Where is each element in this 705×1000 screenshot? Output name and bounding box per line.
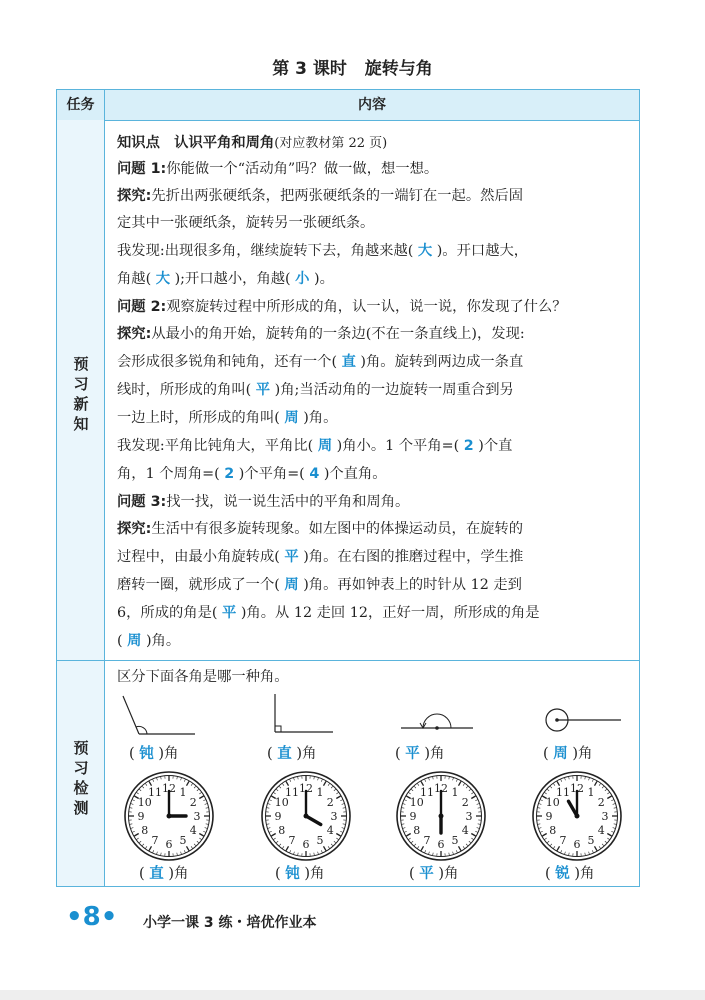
clock-tick bbox=[614, 808, 616, 809]
clock-tick bbox=[131, 828, 133, 829]
clock-tick bbox=[294, 778, 295, 780]
clock-tick bbox=[343, 824, 345, 825]
clock-tick bbox=[414, 786, 416, 788]
clock-tick bbox=[466, 786, 468, 788]
clock-tick bbox=[565, 778, 566, 780]
clock-number: 7 bbox=[559, 834, 567, 848]
clock-tick bbox=[203, 831, 205, 832]
clock-tick bbox=[589, 852, 590, 854]
clock-number: 9 bbox=[137, 810, 145, 823]
clock-number: 7 bbox=[423, 834, 431, 848]
table-header bbox=[57, 90, 639, 121]
clock-tick bbox=[550, 786, 552, 788]
clock-tick bbox=[199, 796, 203, 799]
test-prompt: 区分下面各角是哪一种角。 bbox=[117, 669, 289, 685]
clock-number: 10 bbox=[137, 796, 152, 809]
clock-number: 11 bbox=[285, 785, 299, 799]
clock-tick bbox=[547, 841, 549, 843]
clock-tick bbox=[157, 852, 158, 854]
clock-tick bbox=[187, 846, 190, 850]
clock-tick bbox=[595, 846, 598, 850]
clock-tick bbox=[433, 777, 434, 779]
clock-tick bbox=[611, 831, 613, 832]
clock-number: 3 bbox=[601, 810, 609, 823]
clock-tick bbox=[203, 800, 205, 801]
full-angle-icon bbox=[535, 690, 625, 738]
clock-tick bbox=[276, 789, 278, 791]
explore-2-line-a: 探究:从最小的角开始，旋转角的一条边(不在一条直线上)，发现: bbox=[117, 326, 525, 342]
clock-tick bbox=[453, 852, 454, 854]
clock-tick bbox=[589, 778, 590, 780]
explore-1-line-b: 定其中一张硬纸条，旋转另一张硬纸条。 bbox=[117, 215, 375, 231]
clock-tick bbox=[318, 778, 319, 780]
clock-center bbox=[304, 814, 309, 819]
lesson-number: 第 3 课时 bbox=[272, 59, 347, 79]
clock-tick bbox=[471, 834, 475, 837]
header-task: 任务 bbox=[57, 90, 105, 120]
clock-tick bbox=[268, 804, 270, 805]
clock-tick bbox=[340, 800, 342, 801]
clock-tick bbox=[477, 804, 479, 805]
clock-tick bbox=[267, 824, 269, 825]
clock-tick bbox=[538, 824, 540, 825]
clock-number: 9 bbox=[409, 810, 417, 823]
clock-tick bbox=[206, 824, 208, 825]
clock-number: 1 bbox=[179, 785, 187, 799]
clock-answer-2: ( 钝 )角 bbox=[275, 866, 325, 882]
clock-number: 12 bbox=[162, 782, 176, 795]
clock-number: 7 bbox=[151, 834, 159, 848]
clock-tick bbox=[540, 800, 542, 801]
clock-tick bbox=[276, 841, 278, 843]
clock-center bbox=[167, 814, 172, 819]
clock-tick bbox=[142, 844, 144, 846]
clock-tick bbox=[267, 808, 269, 809]
clock-center bbox=[575, 814, 580, 819]
clock-number: 12 bbox=[434, 782, 448, 795]
clock-tick bbox=[585, 853, 586, 855]
clock-tick bbox=[336, 838, 338, 839]
clock-number: 5 bbox=[179, 834, 187, 848]
clock-tick bbox=[602, 786, 604, 788]
clock-answer-1: ( 直 )角 bbox=[139, 866, 189, 882]
clock-tick bbox=[607, 838, 609, 839]
clock-tick bbox=[130, 808, 132, 809]
clock-number: 2 bbox=[326, 796, 334, 809]
clock-tick bbox=[478, 824, 480, 825]
clock-tick bbox=[321, 850, 322, 852]
clock-tick bbox=[417, 784, 418, 786]
clock-tick bbox=[153, 779, 154, 781]
clock-tick bbox=[459, 781, 462, 785]
straight-angle-icon bbox=[397, 690, 477, 738]
clock-tick bbox=[449, 777, 450, 779]
clock-tick bbox=[194, 844, 196, 846]
clock-tick bbox=[132, 800, 134, 801]
clock-tick bbox=[342, 828, 344, 829]
clock-tick bbox=[134, 834, 138, 837]
clock-number: 10 bbox=[409, 796, 424, 809]
clock-number: 5 bbox=[316, 834, 324, 848]
clock-tick bbox=[145, 846, 146, 848]
clock-tick bbox=[565, 852, 566, 854]
clock-tick bbox=[131, 804, 133, 805]
clock-tick bbox=[328, 846, 329, 848]
clock-tick bbox=[561, 850, 562, 852]
explore-1-line-a: 探究:先折出两张硬纸条，把两张硬纸条的一端钉在一起。然后固 bbox=[117, 188, 524, 204]
clock-face-3 bbox=[395, 770, 487, 862]
clock-tick bbox=[328, 784, 329, 786]
clock-tick bbox=[449, 853, 450, 855]
clock-tick bbox=[145, 784, 146, 786]
clock-tick bbox=[274, 838, 276, 839]
clock-tick bbox=[181, 852, 182, 854]
clock-tick bbox=[331, 786, 333, 788]
clock-tick bbox=[334, 789, 336, 791]
obtuse-angle-icon bbox=[119, 690, 199, 738]
clock-tick bbox=[271, 834, 275, 837]
hour-hand bbox=[569, 801, 578, 816]
clock-tick bbox=[561, 779, 562, 781]
page-number: •8• bbox=[66, 902, 118, 932]
clock-tick bbox=[137, 792, 139, 793]
clock-tick bbox=[142, 786, 144, 788]
finding-1-line-b: 角越( 大 );开口越小，角越( 小 )。 bbox=[117, 271, 334, 287]
clock-tick bbox=[429, 852, 430, 854]
clock-number: 5 bbox=[451, 834, 459, 848]
clock-tick bbox=[314, 853, 315, 855]
lesson-topic: 旋转与角 bbox=[364, 59, 433, 79]
clock-tick bbox=[417, 846, 418, 848]
clock-tick bbox=[463, 846, 464, 848]
clock-tick bbox=[539, 828, 541, 829]
clock-face-4 bbox=[531, 770, 623, 862]
clock-tick bbox=[199, 834, 203, 837]
question-2: 问题 2:观察旋转过程中所形成的角，认一认，说一说，你发现了什么？ bbox=[117, 299, 567, 315]
clock-tick bbox=[139, 789, 141, 791]
section1-label: 预 习 新 知 bbox=[73, 355, 89, 433]
clock-tick bbox=[433, 853, 434, 855]
clock-tick bbox=[605, 841, 607, 843]
clock-tick bbox=[334, 841, 336, 843]
clock-tick bbox=[406, 834, 410, 837]
clock-tick bbox=[542, 834, 546, 837]
clock-tick bbox=[475, 831, 477, 832]
clock-tick bbox=[547, 789, 549, 791]
clock-tick bbox=[466, 844, 468, 846]
clock-tick bbox=[402, 824, 404, 825]
clock-number: 1 bbox=[316, 785, 324, 799]
clock-tick bbox=[290, 779, 291, 781]
clock-tick bbox=[139, 841, 141, 843]
clock-tick bbox=[206, 808, 208, 809]
clock-number: 4 bbox=[326, 824, 334, 837]
question-1: 问题 1:你能做一个“活动角”吗？做一做，想一想。 bbox=[117, 161, 439, 177]
clock-tick bbox=[269, 831, 271, 832]
clock-number: 9 bbox=[545, 810, 553, 823]
clock-number: 4 bbox=[461, 824, 469, 837]
right-angle-icon bbox=[267, 690, 337, 738]
page-title bbox=[0, 54, 705, 79]
clock-tick bbox=[269, 800, 271, 801]
clock-tick bbox=[177, 853, 178, 855]
clock-tick bbox=[184, 779, 185, 781]
clock-number: 12 bbox=[570, 782, 584, 795]
clock-tick bbox=[553, 784, 554, 786]
clock-tick bbox=[331, 844, 333, 846]
clock-tick bbox=[409, 838, 411, 839]
clock-tick bbox=[599, 846, 600, 848]
clock-tick bbox=[268, 828, 270, 829]
clock-number: 2 bbox=[189, 796, 197, 809]
footer-title: 小学一课 3 练・培优作业本 bbox=[143, 915, 317, 931]
explore-2-line-b: 会形成很多锐角和钝角，还有一个( 直 )角。旋转到两边成一条直 bbox=[117, 354, 524, 370]
clock-tick bbox=[540, 831, 542, 832]
clock-face-1 bbox=[123, 770, 215, 862]
bottom-bar bbox=[0, 990, 705, 1000]
clock-tick bbox=[205, 828, 207, 829]
clock-tick bbox=[607, 792, 609, 793]
clock-tick bbox=[595, 781, 598, 785]
clock-tick bbox=[553, 846, 554, 848]
clock-answer-4: ( 锐 )角 bbox=[545, 866, 595, 882]
clock-number: 11 bbox=[556, 785, 570, 799]
clock-number: 6 bbox=[302, 838, 310, 851]
clock-tick bbox=[153, 850, 154, 852]
clock-tick bbox=[199, 792, 201, 793]
clock-tick bbox=[404, 831, 406, 832]
clock-tick bbox=[194, 786, 196, 788]
clock-tick bbox=[282, 784, 283, 786]
clock-tick bbox=[569, 777, 570, 779]
clock-tick bbox=[279, 786, 281, 788]
clock-number: 4 bbox=[189, 824, 197, 837]
section2-label: 预 习 检 测 bbox=[73, 739, 89, 817]
clock-number: 3 bbox=[193, 810, 201, 823]
clock-tick bbox=[191, 784, 192, 786]
clock-tick bbox=[471, 792, 473, 793]
angle-answer-4: ( 周 )角 bbox=[543, 746, 593, 762]
clock-tick bbox=[318, 852, 319, 854]
question-3: 问题 3:找一找，说一说生活中的平角和周角。 bbox=[117, 494, 410, 510]
explore-2-line-c: 线时，所形成的角叫( 平 )角;当活动角的一边旋转一周重合到另 bbox=[117, 382, 514, 398]
clock-tick bbox=[161, 853, 162, 855]
clock-tick bbox=[402, 808, 404, 809]
clock-number: 9 bbox=[274, 810, 282, 823]
clock-tick bbox=[550, 844, 552, 846]
clock-tick bbox=[471, 796, 475, 799]
clock-tick bbox=[425, 779, 426, 781]
clock-number: 2 bbox=[461, 796, 469, 809]
clock-number: 11 bbox=[148, 785, 162, 799]
explore-3-line-c: 磨转一圈，就形成了一个( 周 )角。再如钟表上的时针从 12 走到 bbox=[117, 577, 522, 593]
clock-tick bbox=[157, 778, 158, 780]
clock-tick bbox=[294, 852, 295, 854]
angle-answer-1: ( 钝 )角 bbox=[129, 746, 179, 762]
clock-tick bbox=[324, 781, 327, 785]
clock-tick bbox=[321, 779, 322, 781]
clock-tick bbox=[177, 777, 178, 779]
clock-tick bbox=[585, 777, 586, 779]
explore-3-line-e: ( 周 )角。 bbox=[117, 633, 181, 649]
clock-tick bbox=[191, 846, 192, 848]
explore-3-line-b: 过程中，由最小角旋转成( 平 )角。在右图的推磨过程中，学生推 bbox=[117, 549, 524, 565]
clock-tick bbox=[161, 777, 162, 779]
angle-answer-3: ( 平 )角 bbox=[395, 746, 445, 762]
clock-number: 12 bbox=[299, 782, 313, 795]
clock-tick bbox=[132, 831, 134, 832]
clock-tick bbox=[130, 824, 132, 825]
clock-tick bbox=[539, 804, 541, 805]
clock-number: 3 bbox=[330, 810, 338, 823]
explore-3-line-a: 探究:生活中有很多旋转现象。如左图中的体操运动员，在旋转的 bbox=[117, 521, 524, 537]
clock-tick bbox=[336, 796, 340, 799]
finding-2-line-b: 角，1 个周角=( 2 )个平角=( 4 )个直角。 bbox=[117, 466, 387, 482]
clock-tick bbox=[453, 778, 454, 780]
clock-tick bbox=[414, 844, 416, 846]
clock-number: 6 bbox=[165, 838, 173, 851]
clock-number: 8 bbox=[278, 824, 286, 837]
clock-tick bbox=[197, 841, 199, 843]
clock-tick bbox=[411, 789, 413, 791]
clock-number: 2 bbox=[597, 796, 605, 809]
finding-1-line-a: 我发现:出现很多角，继续旋转下去，角越来越( 大 )。开口越大， bbox=[117, 243, 529, 259]
clock-number: 1 bbox=[451, 785, 459, 799]
clock-tick bbox=[469, 789, 471, 791]
clock-tick bbox=[538, 808, 540, 809]
clock-tick bbox=[187, 781, 190, 785]
clock-tick bbox=[324, 846, 327, 850]
clock-number: 6 bbox=[437, 838, 445, 851]
clock-tick bbox=[569, 853, 570, 855]
clock-tick bbox=[411, 841, 413, 843]
clock-tick bbox=[475, 800, 477, 801]
clock-tick bbox=[471, 838, 473, 839]
clock-tick bbox=[605, 789, 607, 791]
clock-number: 8 bbox=[413, 824, 421, 837]
knowledge-point: 知识点 认识平角和周角(对应教材第 22 页) bbox=[117, 135, 388, 151]
clock-number: 10 bbox=[545, 796, 560, 809]
clock-number: 7 bbox=[288, 834, 296, 848]
clock-tick bbox=[613, 828, 615, 829]
clock-tick bbox=[205, 804, 207, 805]
task-table bbox=[56, 89, 640, 887]
clock-tick bbox=[197, 789, 199, 791]
clock-face-2 bbox=[260, 770, 352, 862]
clock-tick bbox=[336, 834, 340, 837]
clock-tick bbox=[599, 784, 600, 786]
clock-tick bbox=[469, 841, 471, 843]
clock-tick bbox=[463, 784, 464, 786]
clock-tick bbox=[137, 838, 139, 839]
clock-tick bbox=[199, 838, 201, 839]
clock-tick bbox=[429, 778, 430, 780]
clock-tick bbox=[314, 777, 315, 779]
clock-tick bbox=[477, 828, 479, 829]
clock-tick bbox=[607, 834, 611, 837]
clock-tick bbox=[181, 778, 182, 780]
clock-tick bbox=[545, 838, 547, 839]
clock-tick bbox=[298, 777, 299, 779]
clock-tick bbox=[184, 850, 185, 852]
clock-number: 8 bbox=[549, 824, 557, 837]
clock-number: 8 bbox=[141, 824, 149, 837]
clock-tick bbox=[592, 779, 593, 781]
section1-content bbox=[117, 120, 632, 660]
clock-tick bbox=[403, 828, 405, 829]
clock-tick bbox=[409, 792, 411, 793]
clock-answer-3: ( 平 )角 bbox=[409, 866, 459, 882]
clock-tick bbox=[282, 846, 283, 848]
clock-number: 4 bbox=[597, 824, 605, 837]
clock-number: 3 bbox=[465, 810, 473, 823]
clock-tick bbox=[290, 850, 291, 852]
clock-tick bbox=[592, 850, 593, 852]
clock-tick bbox=[342, 804, 344, 805]
clock-number: 1 bbox=[587, 785, 595, 799]
clock-tick bbox=[613, 804, 615, 805]
clock-tick bbox=[343, 808, 345, 809]
clock-tick bbox=[611, 800, 613, 801]
clock-tick bbox=[404, 800, 406, 801]
angle-answer-2: ( 直 )角 bbox=[267, 746, 317, 762]
clock-tick bbox=[403, 804, 405, 805]
clock-tick bbox=[340, 831, 342, 832]
clock-tick bbox=[614, 824, 616, 825]
clock-number: 6 bbox=[573, 838, 581, 851]
clock-center bbox=[439, 814, 444, 819]
clock-number: 10 bbox=[274, 796, 289, 809]
clock-tick bbox=[425, 850, 426, 852]
header-content: 内容 bbox=[358, 97, 386, 113]
clock-tick bbox=[279, 844, 281, 846]
clock-tick bbox=[456, 779, 457, 781]
clock-number: 5 bbox=[587, 834, 595, 848]
explore-3-line-d: 6，所成的角是( 平 )角。从 12 走回 12，正好一周，所形成的角是 bbox=[117, 605, 540, 621]
explore-2-line-d: 一边上时，所形成的角叫( 周 )角。 bbox=[117, 410, 338, 426]
clock-tick bbox=[607, 796, 611, 799]
clock-tick bbox=[459, 846, 462, 850]
clock-tick bbox=[298, 853, 299, 855]
clock-tick bbox=[545, 792, 547, 793]
clock-number: 11 bbox=[420, 785, 434, 799]
finding-2-line-a: 我发现:平角比钝角大，平角比( 周 )角小。1 个平角=( 2 )个直 bbox=[117, 438, 513, 454]
clock-tick bbox=[274, 792, 276, 793]
clock-tick bbox=[478, 808, 480, 809]
clock-tick bbox=[602, 844, 604, 846]
clock-tick bbox=[336, 792, 338, 793]
hour-hand bbox=[306, 816, 321, 825]
clock-tick bbox=[456, 850, 457, 852]
